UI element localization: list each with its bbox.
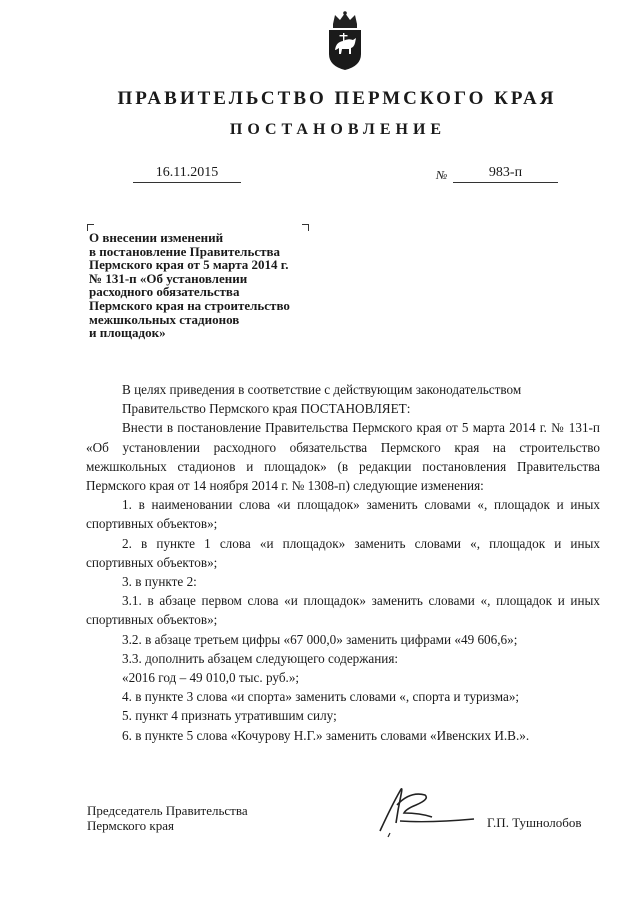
signatory-name: Г.П. Тушнолобов	[487, 815, 582, 830]
number-label: №	[436, 168, 448, 182]
perm-krai-coat-of-arms-icon	[324, 10, 366, 72]
document-date: 16.11.2015	[133, 164, 241, 183]
list-item: 5. пункт 4 признать утратившим силу;	[122, 708, 337, 724]
subject-corner-mark	[302, 224, 309, 231]
list-item: «2016 год – 49 010,0 тыс. руб.»;	[122, 670, 300, 686]
body-paragraph: В целях приведения в соответствие с действующим законодательством	[122, 382, 522, 397]
subject-line: Пермского края от 5 марта 2014 г.	[89, 257, 289, 273]
handwritten-signature	[370, 783, 480, 839]
list-item: 3.3. дополнить абзацем следующего содержания:	[122, 650, 399, 666]
body-paragraph: Правительство Пермского края ПОСТАНОВЛЯЕТ:	[122, 401, 411, 417]
list-item: 6. в пункте 5 слова «Кочурову Н.Г.» заменить словами «Ивенских И.В.».	[122, 727, 530, 743]
signatory-position	[87, 803, 248, 833]
list-item: 3.2. в абзаце третьем цифры «67 000,0» заменить цифрами «49 606,6»;	[122, 631, 518, 647]
list-item: 3. в пункте 2:	[122, 574, 197, 590]
subject-line: расходного обязательства	[89, 284, 240, 300]
document-type: ПОСТАНОВЛЕНИЕ	[229, 121, 447, 138]
subject-line: в постановление Правительства	[89, 243, 281, 259]
list-item: 4. в пункте 3 слова «и спорта» заменить словами «, спорта и туризма»;	[122, 689, 520, 705]
body-paragraph: Внести в постановление Правительства Пермского края от 5 марта 2014 г. № 131-п «Об установлении расходного обязательства Пермского края на строительство межшкольных стадионов и площадок» (в редакции постановления Правительства Пермского края от 14 ноября 2014 г. № 1308-п) следующие изменения:	[86, 420, 600, 494]
list-item: 1. в наименовании слова «и площадок» заменить словами «, площадок и иных спортивных объектов»;	[86, 497, 600, 532]
position-line: Пермского края	[87, 818, 174, 833]
government-title: ПРАВИТЕЛЬСТВО ПЕРМСКОГО КРАЯ	[117, 88, 557, 109]
subject-line: и площадок»	[89, 325, 166, 341]
list-item: 3.1. в абзаце первом слова «и площадок» заменить словами «, площадок и иных спортивных объектов»;	[86, 593, 600, 628]
subject-line: Пермского края на строительство	[89, 297, 290, 313]
position-line: Председатель Правительства	[87, 803, 248, 818]
document-number: 983-п	[453, 164, 558, 183]
document-body	[86, 380, 600, 745]
subject-line: межшкольных стадионов	[89, 311, 240, 327]
list-item: 2. в пункте 1 слова «и площадок» заменить словами «, площадок и иных спортивных объектов»;	[86, 535, 600, 570]
document-subject	[89, 231, 339, 340]
subject-line: О внесении изменений	[89, 230, 224, 245]
subject-line: № 131-п «Об установлении	[89, 270, 248, 286]
